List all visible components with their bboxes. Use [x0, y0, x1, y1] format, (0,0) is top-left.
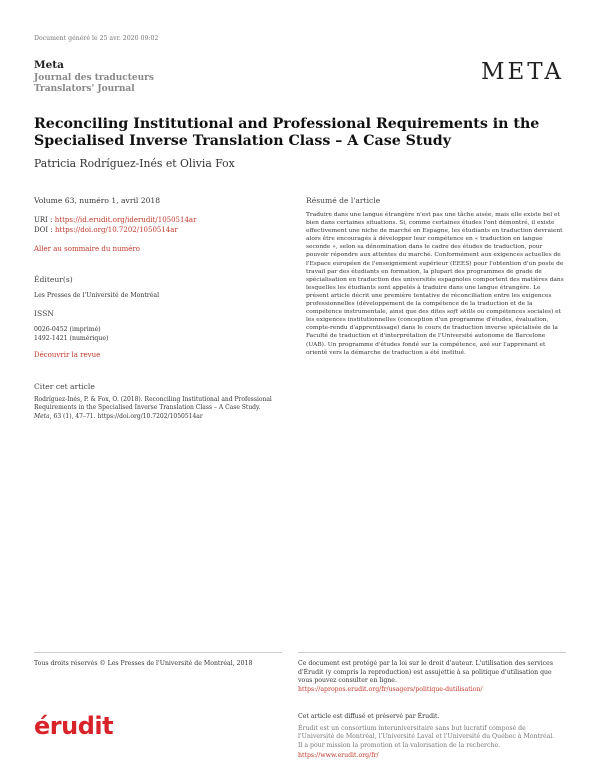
uri-line	[34, 216, 196, 226]
issn-heading: ISSN	[34, 309, 54, 318]
volume-info: Volume 63, numéro 1, avril 2018	[34, 196, 161, 205]
issn-digital: 1492-1421 (numérique)	[34, 335, 109, 342]
erudit-logo[interactable]: érudit	[34, 712, 114, 740]
abstract-text	[306, 211, 564, 357]
consortium-text: Érudit est un consortium interuniversitaire sans but lucratif composé de l'Université de Montréal, l'Université Laval et l'Université du Québec à Montréal. Il a pour mission la promotion et la valorisation de la recherche.	[298, 724, 555, 749]
journal-name: Meta	[34, 59, 64, 71]
protected-text: Ce document est protégé par la loi sur le droit d'auteur. L'utilisation des services d'Érudit (y compris la reproduction) est assujettie à sa politique d'utilisation que vous pouvez consulter en ligne.	[298, 660, 554, 685]
doi-label: DOI :	[34, 226, 55, 234]
abstract-italic: soft skills	[446, 309, 476, 316]
journal-subtitle-en: Translators' Journal	[34, 84, 135, 94]
citation-part-1: Rodríguez-Inés, P. & Fox, O. (2018). Reconciling Institutional and Professional Requirements in the Specialised Inverse Translation Class – A Case Study.	[34, 396, 272, 412]
issn-print: 0026-0452 (imprimé)	[34, 326, 101, 333]
rights-notice: Tous droits réservés © Les Presses de l'Université de Montréal, 2018	[34, 660, 253, 667]
policy-link[interactable]: https://apropos.erudit.org/fr/usagers/politique-dutilisation/	[298, 685, 483, 693]
footer-divider-left	[34, 652, 282, 653]
meta-logo[interactable]: META	[480, 59, 564, 85]
citation-text	[34, 396, 280, 421]
citation-journal: Meta	[34, 412, 50, 420]
generated-date: Document généré le 25 avr. 2020 09:02	[34, 35, 159, 42]
article-title: Reconciling Institutional and Professional Requirements in the Specialised Inverse Translation Class – A Case Study	[34, 116, 540, 149]
cite-heading: Citer cet article	[34, 382, 95, 391]
doi-line	[34, 226, 178, 236]
abstract-part-2: ou compétences sociales) et les exigences institutionnelles (conception d'un programme d'études, évaluation, compte-rendu d'apprentissage) dans le cours de traduction inverse spécialisée de la Faculté de traduction et d'interprétation de l'Université autonome de Barcelone (UAB). Un programme d'études fondé sur la compétence, axé sur l'apprenant et orienté vers la démarche de traduction a été institué.	[306, 309, 562, 356]
diffused-text: Cet article est diffusé et préservé par Érudit.	[298, 713, 440, 720]
erudit-info	[298, 713, 560, 761]
copyright-notice	[298, 660, 558, 694]
citation-part-2: , 63 (1), 47–71. https://doi.org/10.7202/1050514ar	[49, 412, 203, 420]
erudit-link[interactable]: https://www.erudit.org/fr/	[298, 752, 379, 760]
article-authors: Patricia Rodríguez-Inés et Olivia Fox	[34, 157, 235, 170]
discover-link[interactable]: Découvrir la revue	[34, 351, 101, 359]
uri-label: URI :	[34, 216, 55, 224]
abstract-part-1: Traduire dans une langue étrangère n'est pas une tâche aisée, mais elle existe bel et bien dans certaines situations. Si, comme certaines études l'ont démontré, il existe effectivement une niche de marché en Espagne, les étudiants en traduction devraient alors être encouragés à développer leur compétence en « traduction en langue seconde », selon sa dénomination dans le cadre des études de traduction, pour pouvoir répondre aux attentes du marché. Conformément aux exigences actuelles de l'Espace européen de l'enseignement supérieur (EEES) pour l'obtention d'un poste de travail par des étudiants en formation, la plupart des programmes de grade de spécialisation en traduction des universités espagnoles comportent des matières dans lesquelles les étudiants sont appelés à traduire dans une langue étrangère. Le présent article décrit une première tentative de réconciliation entre les exigences professionnelles (développement de la compétence de la traduction et de la compétence instrumentale, ainsi que des dites	[306, 212, 564, 316]
abstract-heading: Résumé de l'article	[306, 196, 381, 205]
summary-link[interactable]: Aller au sommaire du numéro	[34, 245, 140, 253]
publisher-heading: Éditeur(s)	[34, 275, 73, 284]
uri-link[interactable]: https://id.erudit.org/iderudit/1050514ar	[54, 216, 197, 224]
journal-subtitle-fr: Journal des traducteurs	[34, 73, 154, 83]
publisher-name: Les Presses de l'Université de Montréal	[34, 292, 160, 299]
doi-link[interactable]: https://doi.org/10.7202/1050514ar	[54, 226, 178, 234]
footer-divider-right	[298, 652, 566, 653]
